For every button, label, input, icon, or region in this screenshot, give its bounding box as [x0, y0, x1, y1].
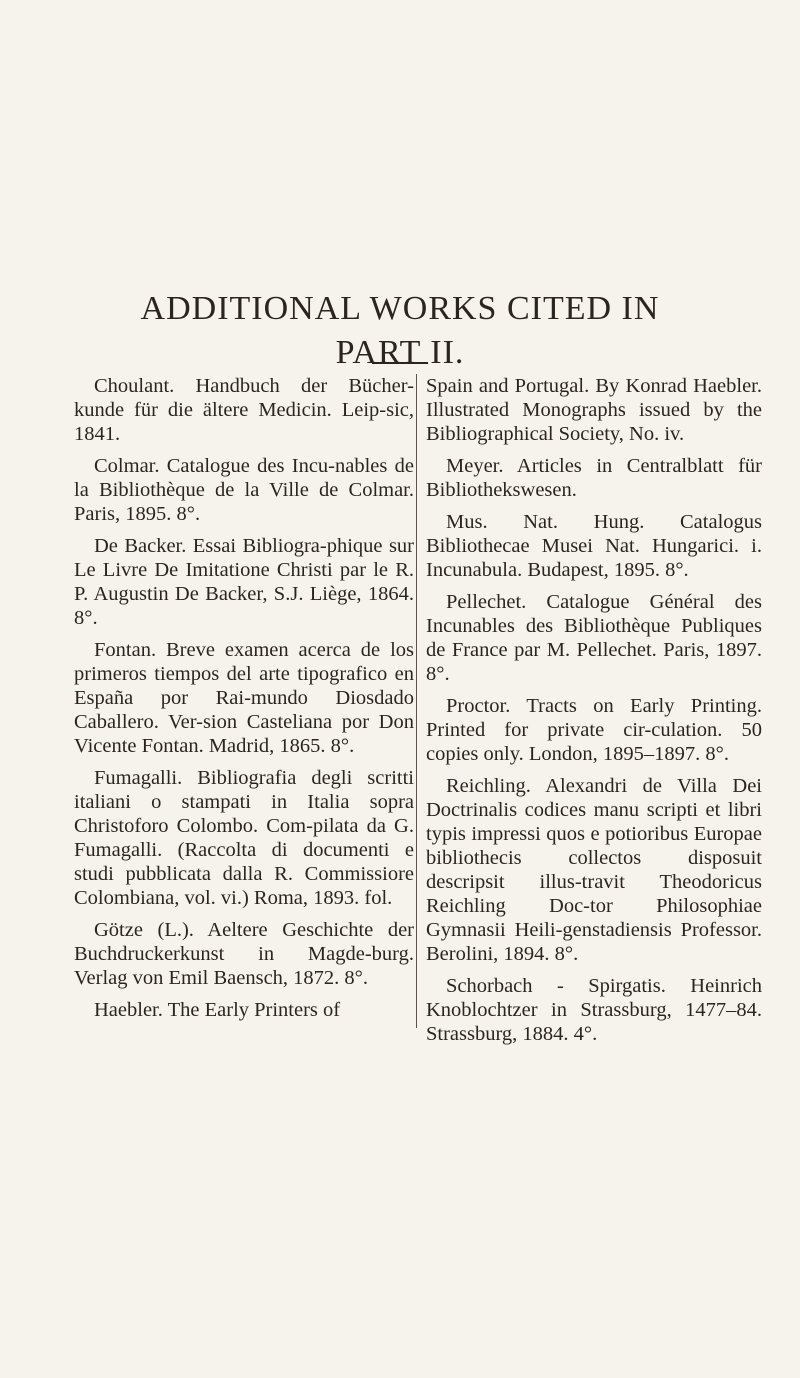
- bibliography-entry: Colmar. Catalogue des Incu-nables de la Bibliothèque de la Ville de Colmar. Paris, 1895. 8°.: [74, 455, 414, 525]
- title-rule: [372, 362, 428, 364]
- bibliography-entry: Proctor. Tracts on Early Printing. Printed for private cir-culation. 50 copies only. London, 1895–1897. 8°.: [426, 695, 762, 765]
- bibliography-entry: Fumagalli. Bibliografia degli scritti italiani o stampati in Italia sopra Christoforo Colombo. Com-pilata da G. Fumagalli. (Raccolta di documenti e studi pubblicata dalla R. Commissiore Colombiana, vol. vi.) Roma, 1893. fol.: [74, 767, 414, 909]
- bibliography-entry: Meyer. Articles in Centralblatt für Bibliothekswesen.: [426, 455, 762, 501]
- right-column: [426, 374, 762, 1054]
- bibliography-entry: Reichling. Alexandri de Villa Dei Doctrinalis codices manu scripti et libri typis impressi quos e potioribus Europae bibliothecis collectos disposuit descripsit illus-travit Theodoricus Reichling Doc-tor Philosophiae Gymnasii Heili-genstadiensis Professor. Berolini, 1894. 8°.: [426, 775, 762, 965]
- page-title-line-1: ADDITIONAL WORKS CITED IN: [140, 290, 660, 327]
- bibliography-entry: Choulant. Handbuch der Bücher-kunde für die ältere Medicin. Leip-sic, 1841.: [74, 375, 414, 445]
- bibliography-entry: Mus. Nat. Hung. Catalogus Bibliothecae Musei Nat. Hungarici. i. Incunabula. Budapest, 1895. 8°.: [426, 511, 762, 581]
- page-title-line-2: PART II.: [335, 334, 465, 371]
- bibliography-entry: Götze (L.). Aeltere Geschichte der Buchdruckerkunst in Magde-burg. Verlag von Emil Baensch, 1872. 8°.: [74, 919, 414, 989]
- bibliography-entry: Haebler. The Early Printers of: [94, 999, 341, 1021]
- left-column: [74, 374, 414, 1030]
- bibliography-entry: De Backer. Essai Bibliogra-phique sur Le Livre De Imitatione Christi par le R. P. Augustin De Backer, S.J. Liège, 1864. 8°.: [74, 535, 414, 629]
- bibliography-entry: Fontan. Breve examen acerca de los primeros tiempos del arte tipografico en España por Rai-mundo Diosdado Caballero. Ver-sion Casteliana por Don Vicente Fontan. Madrid, 1865. 8°.: [74, 639, 414, 757]
- bibliography-entry: Schorbach - Spirgatis. Heinrich Knoblochtzer in Strassburg, 1477–84. Strassburg, 1884. 4°.: [426, 975, 762, 1045]
- bibliography-entry-continuation: Spain and Portugal. By Konrad Haebler. Illustrated Monographs issued by the Bibliographical Society, No. iv.: [426, 375, 762, 445]
- column-divider: [416, 374, 417, 1028]
- bibliography-entry: Pellechet. Catalogue Général des Incunables des Bibliothèque Publiques de France par M. Pellechet. Paris, 1897. 8°.: [426, 591, 762, 685]
